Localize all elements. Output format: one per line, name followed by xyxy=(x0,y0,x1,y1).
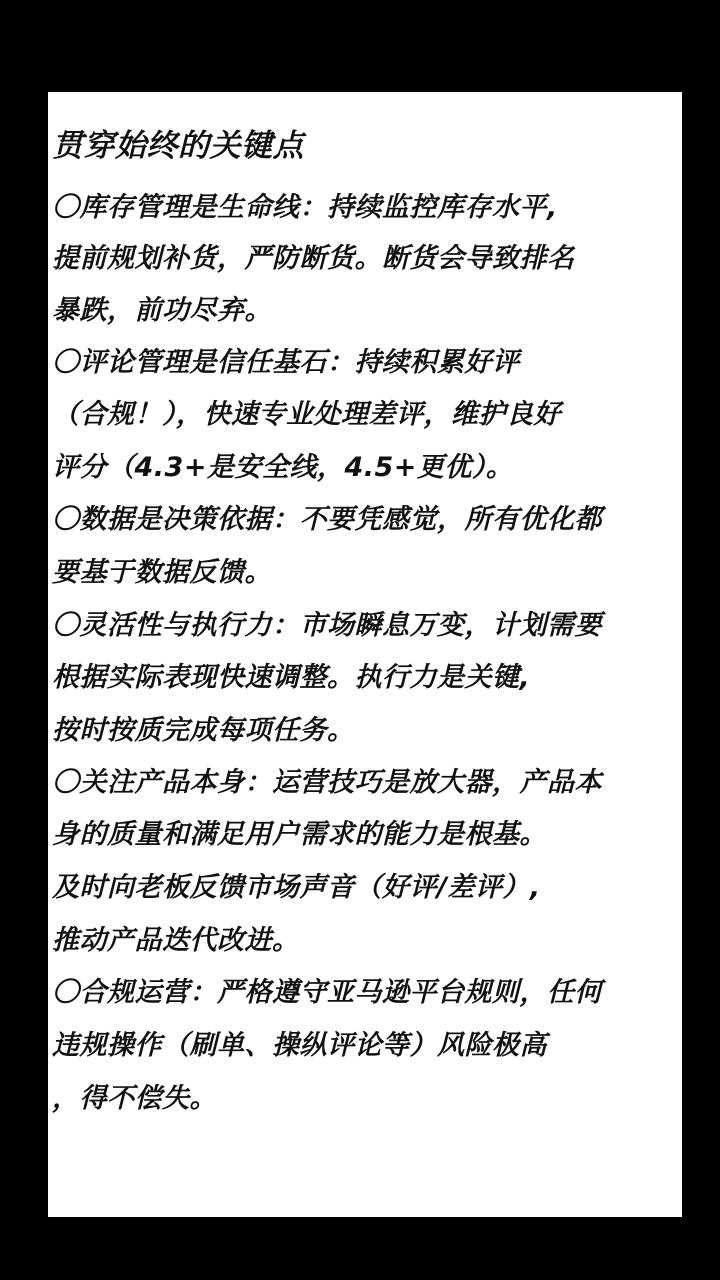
document-title: 贯穿始终的关键点 xyxy=(52,128,304,164)
text-line: 评分（4.3+是安全线，4.5+更优）。 xyxy=(52,452,514,483)
text-line: 按时按质完成每项任务。 xyxy=(52,715,355,746)
text-line: 及时向老板反馈市场声音（好评/差评）, xyxy=(52,872,541,903)
text-line: 提前规划补货，严防断货。断货会导致排名 xyxy=(52,243,575,274)
text-line: 〇库存管理是生命线：持续监控库存水平, xyxy=(52,192,558,223)
text-line: 〇评论管理是信任基石：持续积累好评 xyxy=(52,347,520,378)
text-line: 〇合规运营：严格遵守亚马逊平台规则，任何 xyxy=(52,977,602,1008)
text-line: 〇数据是决策依据：不要凭感觉，所有优化都 xyxy=(52,504,602,535)
text-line: ，得不偿失。 xyxy=(52,1083,217,1114)
text-line: （合规！），快速专业处理差评，维护良好 xyxy=(52,399,561,430)
text-line: 暴跌，前功尽弃。 xyxy=(52,295,272,326)
text-line: 违规操作（刷单、操纵评论等）风险极高 xyxy=(52,1030,547,1061)
text-line: 推动产品迭代改进。 xyxy=(52,925,300,956)
text-line: 〇关注产品本身：运营技巧是放大器，产品本 xyxy=(52,767,602,798)
text-line: 〇灵活性与执行力：市场瞬息万变，计划需要 xyxy=(52,610,602,641)
text-line: 根据实际表现快速调整。执行力是关键, xyxy=(52,662,531,693)
text-line: 要基于数据反馈。 xyxy=(52,557,272,588)
text-line: 身的质量和满足用户需求的能力是根基。 xyxy=(52,819,547,850)
